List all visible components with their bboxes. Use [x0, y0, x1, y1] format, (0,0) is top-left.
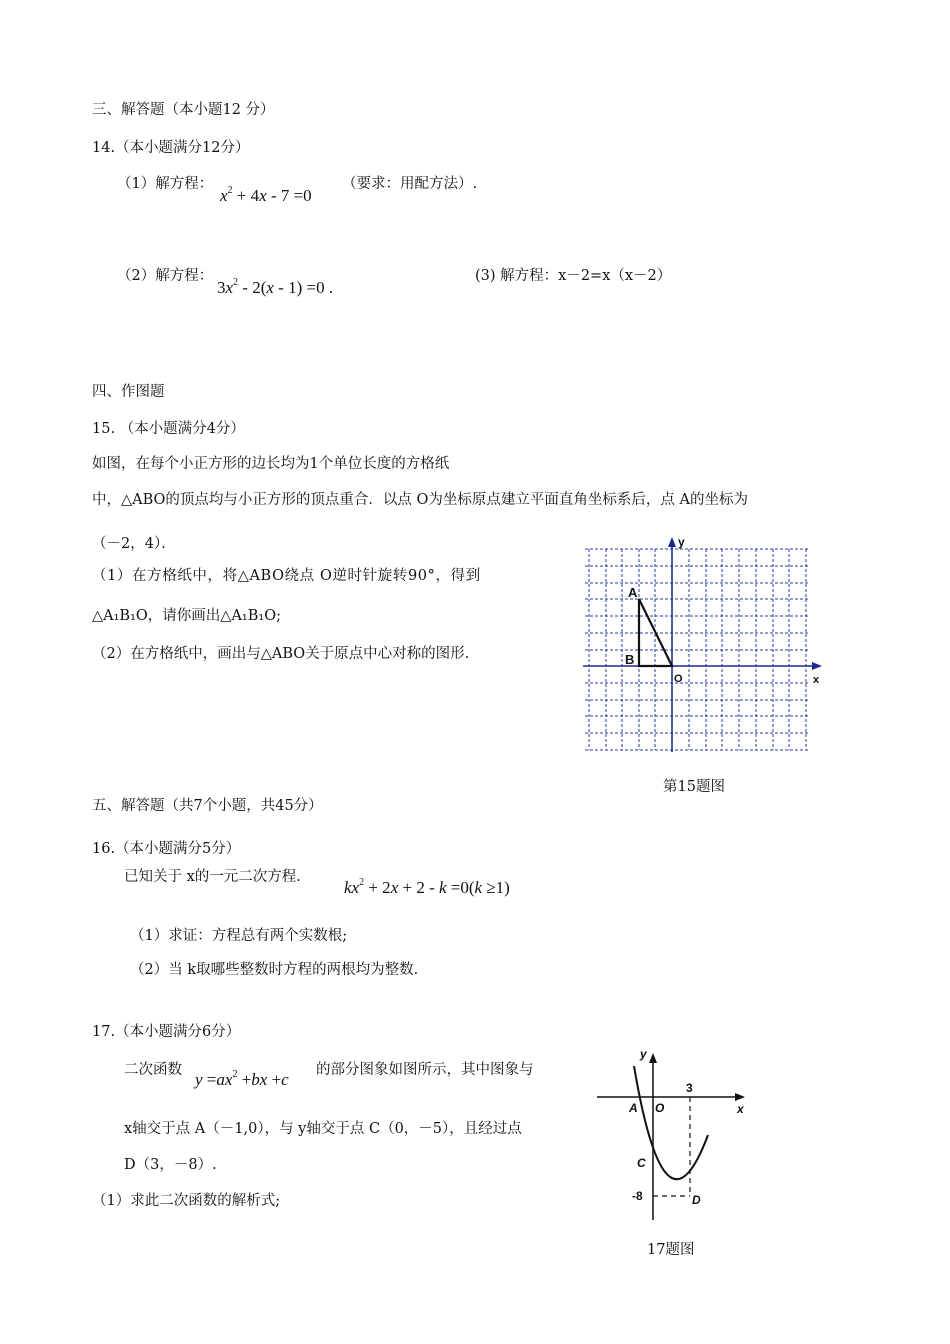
q15-line5: △A₁B₁O，请你画出△A₁B₁O; [92, 608, 281, 624]
q17-part1: （1）求此二次函数的解析式; [92, 1193, 281, 1209]
q17-line3: D（3，－8）. [124, 1157, 217, 1173]
q15-line3: （－2，4）． [92, 536, 176, 552]
q14-part1-equation: $x^2 + 4x - 7 =0$ [220, 185, 312, 205]
q15-label-y: y [678, 535, 685, 549]
q15-label-x: x [813, 674, 820, 686]
q15-line1: 如图，在每个小正方形的边长均为1个单位长度的方格纸 [92, 456, 450, 472]
q16-part1: （1）求证：方程总有两个实数根; [130, 928, 348, 944]
q17-figure-caption: 17题图 [647, 1242, 695, 1258]
q15-grid-lines [585, 549, 808, 750]
q17-label-o: O [655, 1101, 665, 1115]
q14-part2-equation: $3x^2 - 2(x - 1) =0$ . [217, 277, 334, 297]
q15-title: 15. （本小题满分4分） [92, 421, 245, 437]
section-3-heading: 三、解答题（本小题12 分） [92, 102, 275, 118]
q15-figure-caption: 第15题图 [663, 779, 725, 795]
q15-line4: （1）在方格纸中，将△ABO绕点 O逆时针旋转90°，得到 [92, 568, 481, 584]
section-4-heading: 四、作图题 [92, 384, 165, 400]
q16-intro: 已知关于 x的一元二次方程. [124, 869, 301, 885]
q17-label-3: 3 [686, 1081, 693, 1095]
q16-part2: （2）当 k取哪些整数时方程的两根均为整数. [130, 962, 419, 978]
q15-line2: 中，△ABO的顶点均与小正方形的顶点重合．以点 O为坐标原点建立平面直角坐标系后，点 A的坐标为 [92, 492, 749, 508]
section-5-heading: 五、解答题（共7个小题，共45分） [92, 798, 323, 814]
q14-part1-label: （1）解方程： [117, 176, 214, 192]
q17-parabola-curve [634, 1066, 708, 1179]
q17-label-neg8: -8 [632, 1189, 643, 1203]
q17-label-a: A [629, 1101, 638, 1115]
q14-part3: (3) 解方程：x－2=x（x－2） [475, 268, 672, 284]
q16-equation: $kx^2 + 2x + 2 - k =0(k \ge 1)$ [344, 877, 510, 897]
q17-axes [597, 1053, 745, 1220]
q15-label-a: A [628, 585, 638, 600]
q15-axes [583, 537, 822, 752]
q17-function: $y =ax^2 +bx +c$ [195, 1069, 289, 1089]
q14-part2-label: （2）解方程： [117, 268, 214, 284]
q17-label-y: y [640, 1047, 647, 1061]
q17-title: 17.（本小题满分6分） [92, 1024, 241, 1040]
q17-line1-b: 的部分图象如图所示，其中图象与 [316, 1062, 534, 1078]
q14-title: 14.（本小题满分12分） [92, 140, 250, 156]
q16-title: 16.（本小题满分5分） [92, 841, 241, 857]
triangle-abo [639, 599, 672, 666]
q15-label-o: O [674, 673, 683, 685]
q15-line6: （2）在方格纸中，画出与△ABO关于原点中心对称的图形. [92, 646, 470, 662]
q17-label-c: C [637, 1156, 646, 1170]
q17-line2: x轴交于点 A（－1,0），与 y轴交于点 C（0，－5），且经过点 [124, 1121, 522, 1137]
q17-label-x: x [737, 1102, 744, 1116]
q17-label-d: D [692, 1193, 701, 1207]
q14-part1-note: （要求：用配方法）. [342, 176, 478, 192]
q17-line1-a: 二次函数 [124, 1062, 182, 1078]
q15-label-b: B [625, 652, 635, 667]
